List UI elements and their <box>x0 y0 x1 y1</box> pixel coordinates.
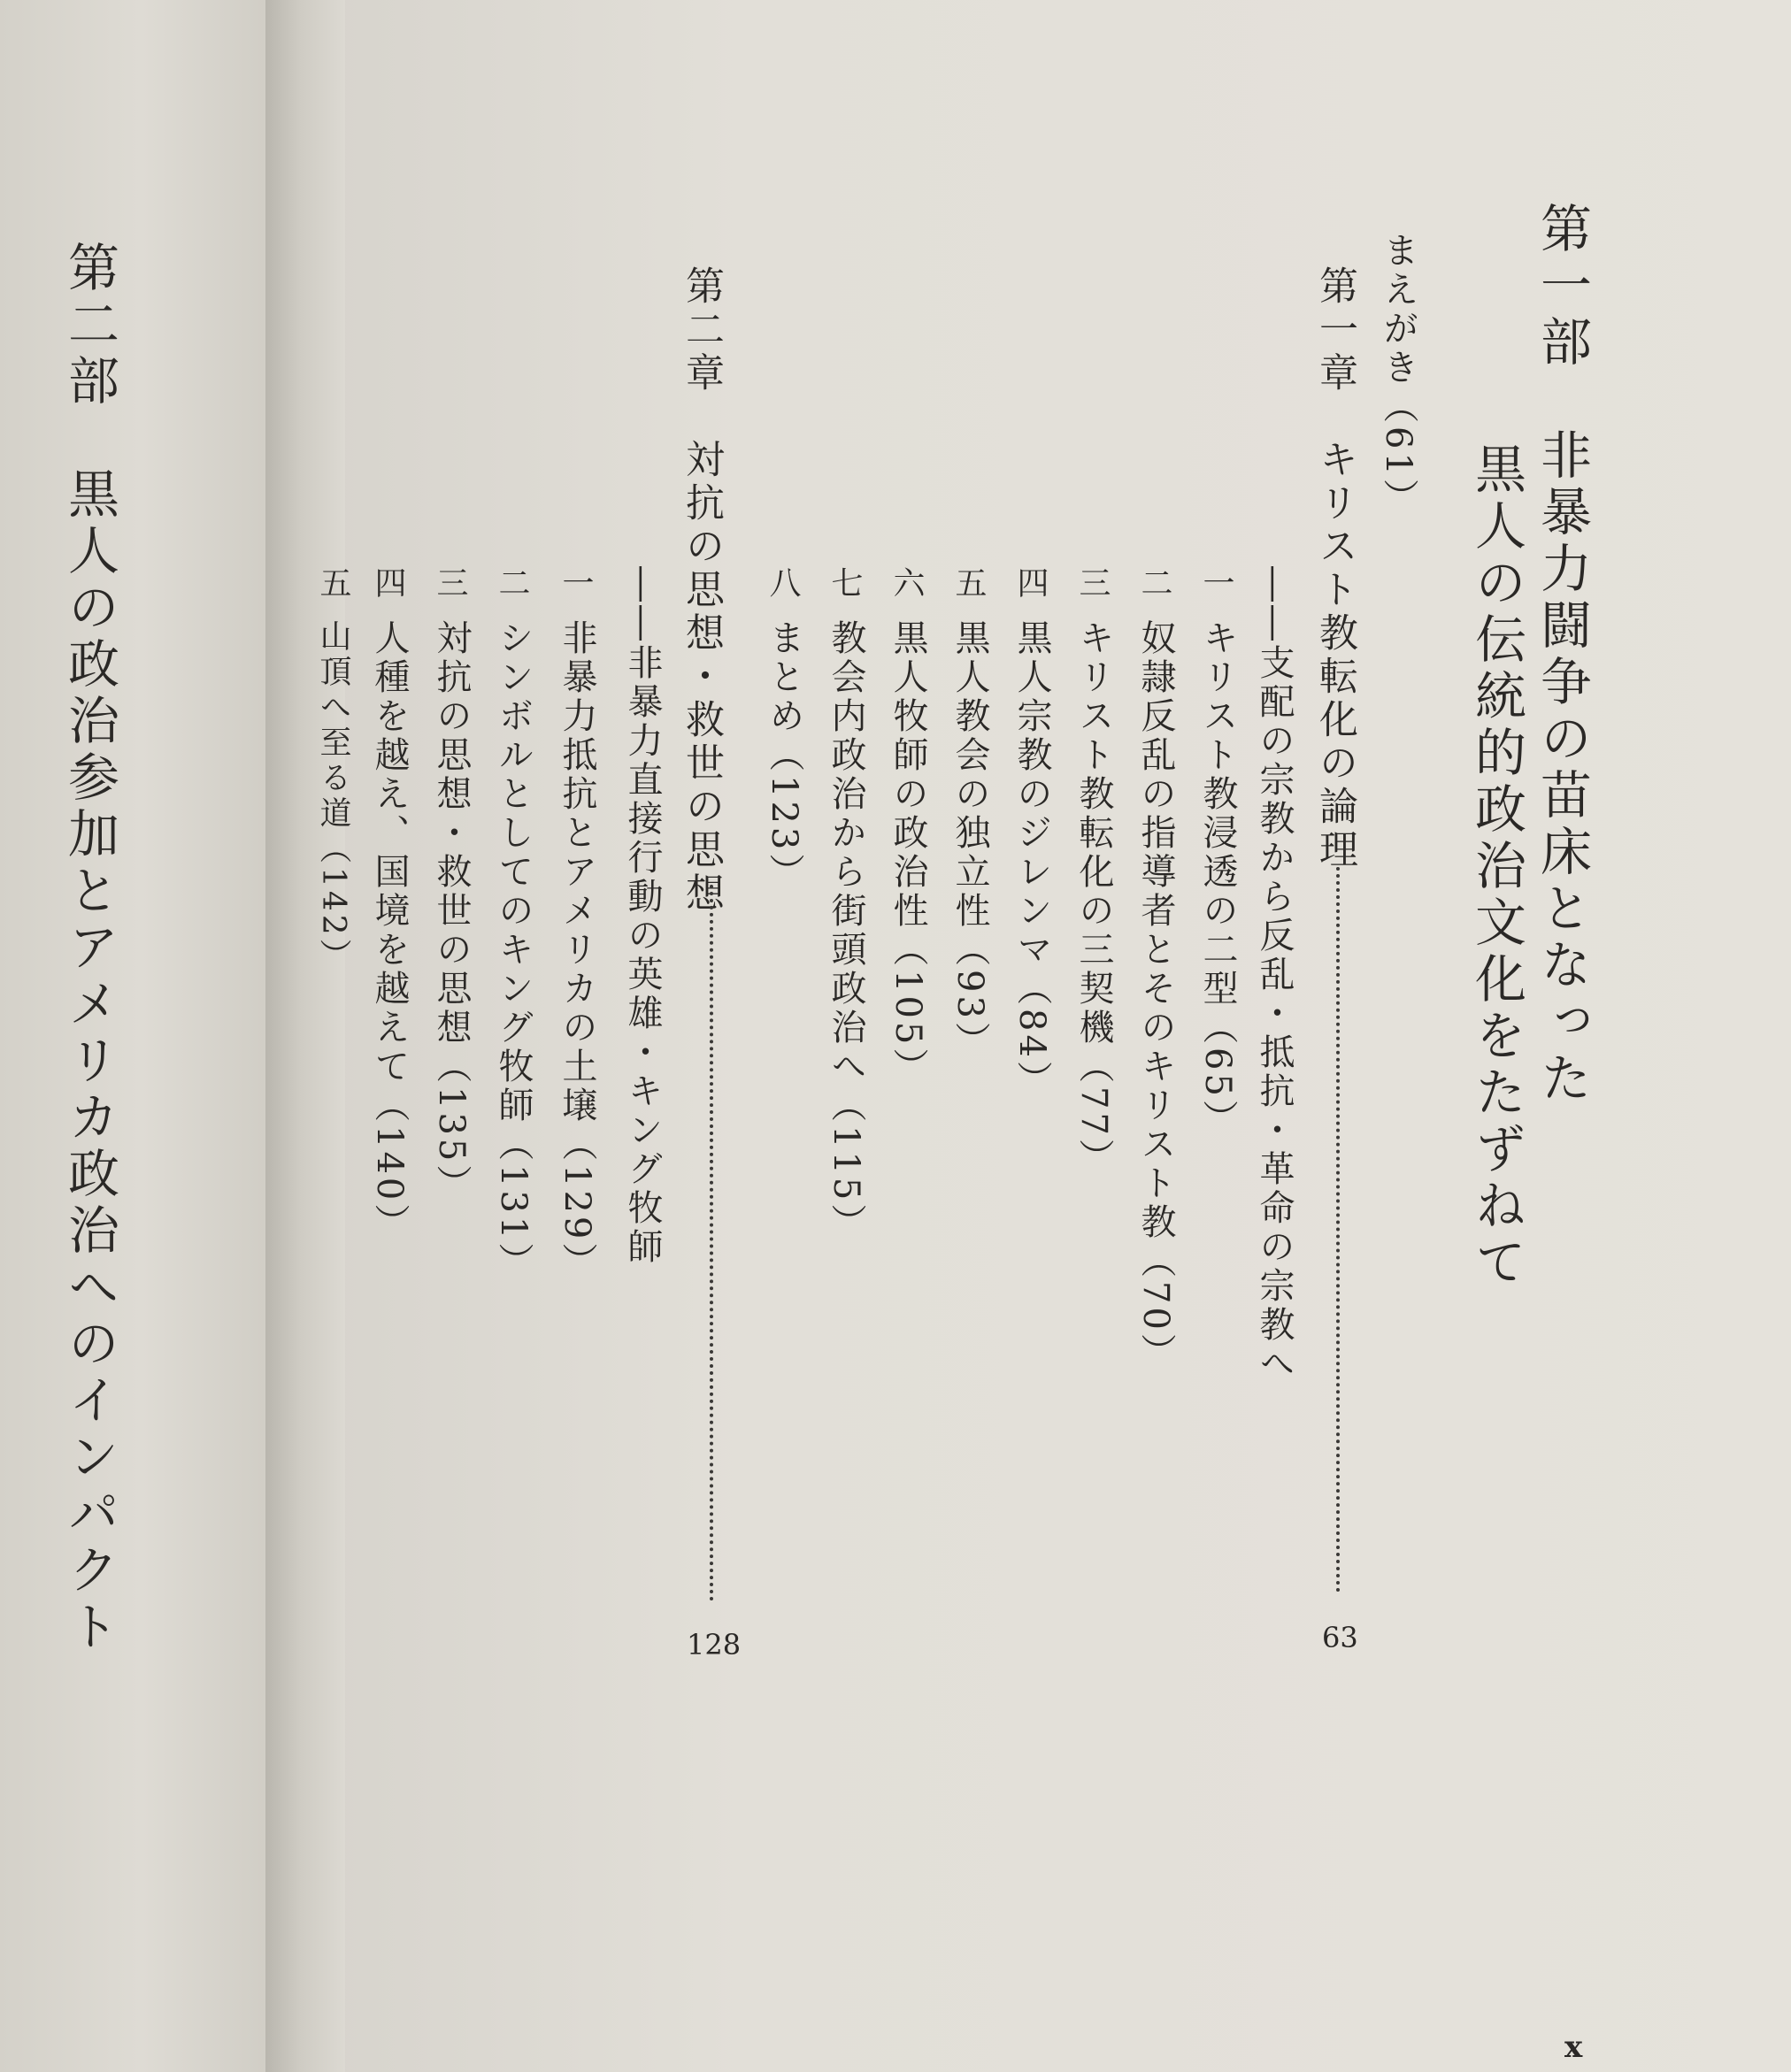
chapter-two-page: 128 <box>687 1628 742 1661</box>
chapter-one-item-text: 黒人宗教のジレンマ（84） <box>1011 619 1052 1100</box>
chapter-one-item-text: 黒人牧師の政治性（105） <box>888 619 928 1087</box>
preface-entry: まえがき（61） <box>1378 232 1418 518</box>
page-folio: x <box>1564 2030 1583 2065</box>
chapter-one-item-number: 八 <box>765 566 801 605</box>
chapter-one-item-number: 三 <box>1074 566 1111 605</box>
chapter-two-item-number: 三 <box>432 566 468 605</box>
chapter-one-page: 63 <box>1322 1621 1358 1654</box>
chapter-two-item-text: シンボルとしてのキング牧師（131） <box>493 619 534 1282</box>
chapter-two-item-text: 対抗の思想・救世の思想（135） <box>431 619 472 1204</box>
chapter-one-item-text: 奴隷反乱の指導者とそのキリスト教（70） <box>1135 619 1176 1372</box>
chapter-two-item-number: 四 <box>370 566 406 605</box>
chapter-one-title: 第一章 キリスト教転化の論理 <box>1312 265 1357 872</box>
chapter-two-title: 第二章 対抗の思想・救世の思想 <box>679 265 724 916</box>
chapter-two-subtitle: ――非暴力直接行動の英雄・キング牧師 <box>622 566 663 1267</box>
part-one-title-continued: 黒人の伝統的政治文化をたずねて <box>1466 442 1526 1292</box>
chapter-two-item-text: 山頂へ至る道（142） <box>315 619 351 974</box>
chapter-one-leader <box>1336 867 1340 1592</box>
part-one-title: 第一部 非暴力闘争の苗床となった <box>1532 202 1592 1108</box>
chapter-two-leader <box>710 885 713 1601</box>
chapter-two-item-number: 二 <box>494 566 530 605</box>
left-page <box>0 0 283 2072</box>
chapter-two-item-number: 一 <box>557 566 594 605</box>
chapter-one-item-number: 五 <box>950 566 987 605</box>
chapter-one-item-number: 七 <box>826 566 863 605</box>
chapter-one-item-number: 一 <box>1198 566 1234 605</box>
part-two-title: 第二部 黒人の政治参加とアメリカ政治へのインパクト <box>59 241 119 1656</box>
chapter-one-item-text: キリスト教転化の三契機（77） <box>1073 619 1114 1178</box>
chapter-one-item-text: まとめ（123） <box>764 619 804 893</box>
chapter-one-subtitle: ――支配の宗教から反乱・抵抗・革命の宗教へ <box>1254 566 1295 1384</box>
chapter-one-item-text: 黒人教会の独立性（93） <box>949 619 990 1061</box>
chapter-two-item-text: 非暴力抵抗とアメリカの土壌（129） <box>557 619 597 1282</box>
chapter-one-item-number: 二 <box>1136 566 1172 605</box>
chapter-one-item-number: 四 <box>1012 566 1049 605</box>
chapter-two-item-number: 五 <box>315 566 351 605</box>
chapter-one-item-text: 教会内政治から街頭政治へ（115） <box>826 619 866 1243</box>
chapter-one-item-number: 六 <box>888 566 925 605</box>
book-gutter <box>265 0 345 2072</box>
chapter-one-item-text: キリスト教浸透の二型（65） <box>1197 619 1238 1139</box>
chapter-two-item-text: 人種を越え、国境を越えて（140） <box>369 619 410 1243</box>
